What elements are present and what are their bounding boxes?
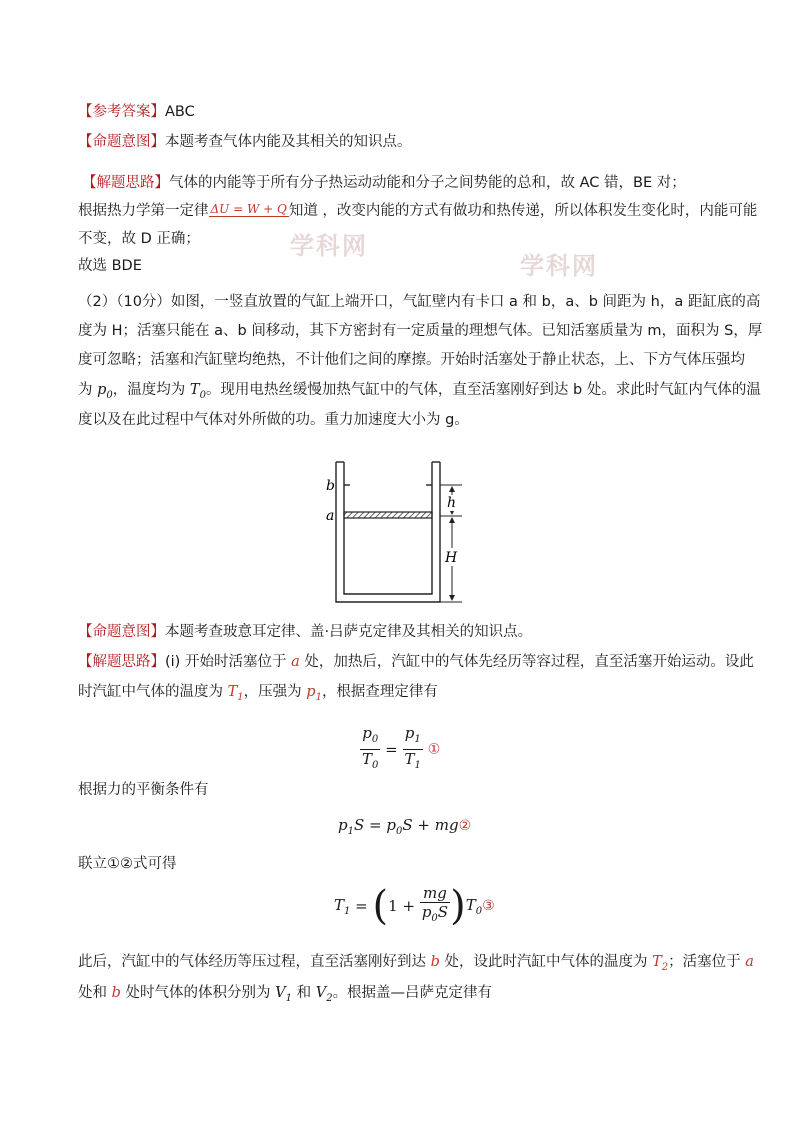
var-T2-sub: 2 [661, 961, 669, 973]
reference-answer-tag: 【参考答案】 [78, 104, 165, 120]
label-h: h [447, 495, 457, 511]
solution-2-text5a: 此后，汽缸中的气体经历等压过程，直至活塞刚好到达 [78, 954, 431, 970]
eq1-num-left-sub: 0 [371, 734, 379, 745]
eq2-part-a: p [338, 816, 348, 834]
solution-2-text6b: 处时气体的体积分别为 [120, 985, 276, 1001]
solution-2-text2b: ，压强为 [243, 684, 307, 700]
eq1-left-fraction [360, 724, 380, 775]
var-T0-sub: 0 [199, 389, 206, 401]
var-T0 [189, 382, 206, 401]
solution-2-text2c: ，根据查理定律有 [321, 684, 438, 700]
problem-line2: 度为 H；活塞只能在 a、b 间移动，其下方密封有一定质量的理想气体。已知活塞质量为 m，面积为 S，厚 [78, 323, 763, 339]
var-p1-sub: 1 [315, 691, 322, 703]
eq3-mark: ③ [482, 898, 495, 914]
solution-2-text6a: 处和 [78, 985, 112, 1001]
first-law-formula: ΔU = W + Q [210, 202, 287, 216]
eq3-rhs: T [465, 895, 476, 914]
eq1-den-left: T [362, 750, 373, 768]
var-p0 [97, 382, 113, 401]
problem-line4 [78, 380, 761, 406]
eq3-den: p [421, 903, 432, 921]
var-p0-base: p [97, 382, 107, 398]
var-T1-base: T [227, 684, 238, 700]
intent-1-tag: 【命题意图】 [78, 134, 165, 150]
solution-1-text2b: 知道 ，改变内能的方式有做功和热传递，所以体积发生变化时，内能可能 [288, 203, 758, 219]
eq2-mark: ② [458, 818, 472, 834]
equation-3: $T_1 = (1$ + $\frac{mg}{p_0S}$ )$T_0③$ [334, 883, 495, 929]
var-V2-base: V [315, 985, 327, 1001]
var-b-2: b [111, 985, 121, 1001]
cylinder-diagram [310, 458, 490, 608]
dim-h-arrow-up [449, 486, 455, 492]
eq3-paren-close: ) [450, 883, 466, 929]
solution-1-text1: 气体的内能等于所有分子热运动动能和分子之间势能的总和，故 AC 错，BE 对； [169, 175, 686, 191]
solution-1-text2a: 根据热力学第一定律 [78, 203, 209, 219]
var-T1 [227, 684, 244, 703]
eq3-lhs: T [334, 895, 345, 914]
var-V1-sub: 1 [285, 992, 292, 1004]
solution-1-tag: 【解题思路】 [82, 175, 169, 191]
piston [344, 512, 432, 518]
eq1-mark: ① [427, 741, 441, 758]
solution-2-line3: 根据力的平衡条件有 [78, 782, 209, 798]
eq1-den-left-sub: 0 [372, 760, 379, 771]
label-b: b [326, 478, 335, 494]
problem-text4b: ，温度均为 [112, 382, 190, 398]
solution-2-line1 [78, 652, 754, 672]
var-V2-sub: 2 [326, 992, 333, 1004]
cylinder-inner-wall [344, 462, 432, 594]
eq1-right-fraction [403, 724, 423, 775]
problem-line3: 度可忽略；活塞和汽缸壁均绝热，不计他们之间的摩擦。开始时活塞处于静止状态，上、下方气体压强均 [78, 352, 745, 368]
intent-2-line [78, 622, 532, 642]
var-p1 [306, 684, 322, 703]
solution-1-line4: 故选 BDE [78, 258, 142, 274]
eq1-den-right: T [404, 750, 415, 768]
var-T0-base: T [189, 382, 200, 398]
eq1-num-right-sub: 1 [414, 734, 421, 745]
watermark-2: 学科网 [520, 252, 598, 280]
var-a: a [291, 654, 300, 670]
eq3-fraction [420, 884, 450, 928]
solution-1-line1 [82, 173, 686, 193]
solution-2-line5 [78, 952, 754, 978]
problem-line1: （2）（10分）如图，一竖直放置的气缸上端开口，气缸壁内有卡口 a 和 b，a、b 间距为 h，a 距缸底的高 [78, 294, 761, 310]
eq3-den-sub: 0 [431, 913, 438, 924]
solution-2-tag: 【解题思路】 [78, 654, 165, 670]
var-V1-base: V [275, 985, 286, 1001]
intent-2-text: 本题考查玻意耳定律、盖·吕萨克定律及其相关的知识点。 [165, 624, 533, 640]
eq1-num-left: p [362, 724, 372, 742]
eq3-lhs-sub: 1 [344, 905, 351, 917]
intent-1-text: 本题考查气体内能及其相关的知识点。 [165, 134, 412, 150]
watermark-1: 学科网 [290, 232, 368, 260]
eq2-sub-b: 0 [395, 826, 403, 837]
eq1-num-right: p [404, 724, 415, 742]
var-T1-sub: 1 [237, 691, 244, 703]
var-T2 [652, 954, 669, 973]
solution-2-text5c: ；活塞位于 [668, 954, 746, 970]
equation-1: $\frac{p_0}{T_0}$ = $\frac{p_1}{T_1}$ ① [360, 724, 440, 775]
eq3-den-s: S [437, 903, 449, 921]
intent-2-tag: 【命题意图】 [78, 624, 165, 640]
solution-2-line6 [78, 983, 492, 1009]
cylinder-outer-wall [336, 462, 440, 602]
eq2-part-b: S = p [353, 816, 396, 834]
var-p0-sub: 0 [106, 389, 113, 401]
intent-1-line [78, 132, 412, 152]
solution-2-text6d: 。根据盖—吕萨克定律有 [332, 985, 493, 1001]
label-H: H [445, 550, 458, 566]
solution-2-text1b: 处，加热后，汽缸中的气体先经历等容过程，直至活塞开始运动。设此 [299, 654, 754, 670]
eq3-rhs-sub: 0 [475, 905, 483, 917]
var-b-1: b [430, 954, 440, 970]
var-p1-base: p [306, 684, 316, 700]
dim-H-arrow-up [449, 517, 455, 523]
eq3-paren-open: ( [372, 883, 389, 929]
solution-1-line2 [78, 201, 757, 221]
solution-2-line4: 联立①②式可得 [78, 856, 177, 872]
solution-1-line3: 不变，故 D 正确； [78, 231, 200, 247]
var-a-2: a [745, 954, 754, 970]
var-V1 [275, 985, 292, 1004]
solution-2-text5b: 处，设此时汽缸中气体的温度为 [439, 954, 653, 970]
eq3-num: mg [420, 884, 450, 903]
reference-answer-text: ABC [165, 104, 195, 120]
eq3-one: 1 + [388, 897, 416, 915]
var-V2 [315, 985, 333, 1004]
eq1-den-right-sub: 1 [414, 760, 421, 771]
reference-answer-line [78, 102, 195, 122]
label-a: a [326, 508, 335, 524]
problem-line5: 度以及在此过程中气体对外所做的功。重力加速度大小为 g。 [78, 412, 469, 428]
problem-text4a: 为 [78, 382, 98, 398]
solution-2-text6c: 和 [291, 985, 316, 1001]
dim-H-arrow-down [449, 595, 455, 601]
solution-2-text2a: 时汽缸中气体的温度为 [78, 684, 228, 700]
eq2-sub-a: 1 [347, 826, 354, 837]
equation-2 [338, 816, 471, 837]
solution-2-text1a: (i) 开始时活塞位于 [165, 654, 292, 670]
problem-text4c: 。现用电热丝缓慢加热气缸中的气体，直至活塞刚好到达 b 处。求此时气缸内气体的温 [205, 382, 761, 398]
solution-2-line2 [78, 682, 438, 708]
var-T2-base: T [652, 954, 662, 970]
eq2-part-c: S + mg [402, 816, 459, 834]
